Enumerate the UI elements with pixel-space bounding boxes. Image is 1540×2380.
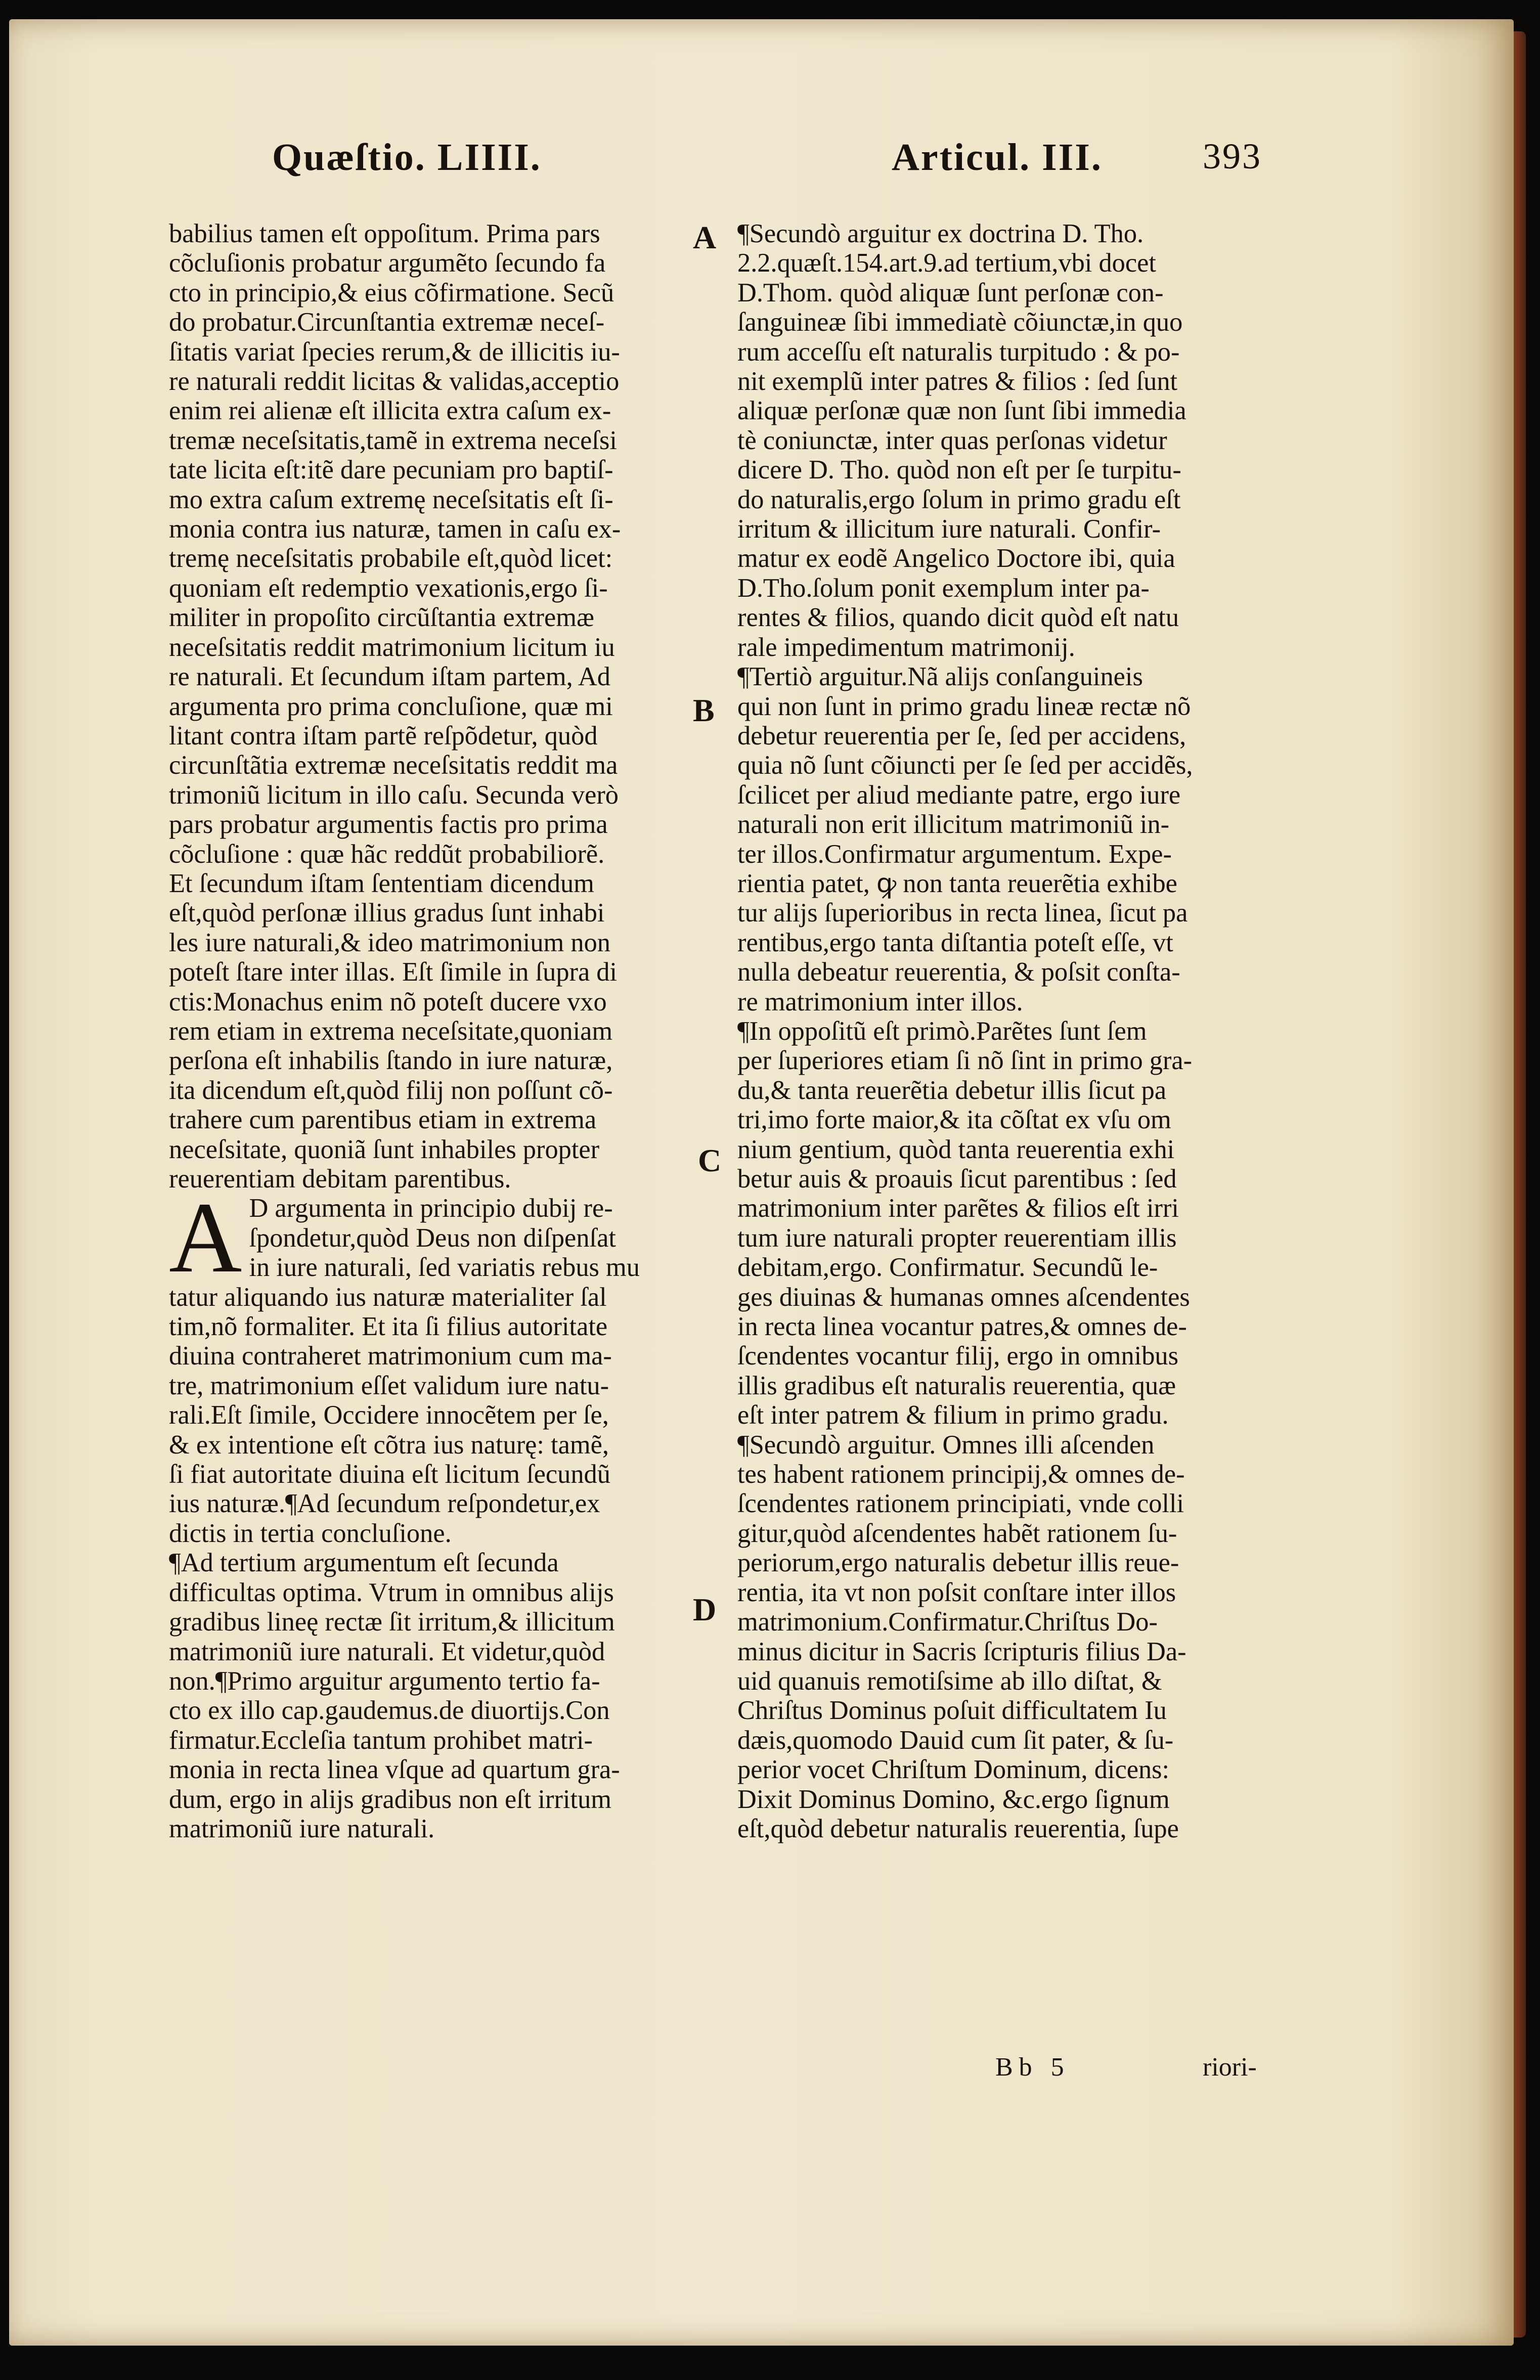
signature-mark: Bb 5 (995, 2053, 1070, 2082)
text-line: du,& tanta reuerẽtia debetur illis ſicut pa (737, 1075, 1167, 1105)
text-line: dæis,quomodo Dauid cum ſit pater, & ſu- (737, 1725, 1174, 1755)
text-line: tre, matrimonium eſſet validum iure natu- (169, 1371, 609, 1400)
running-head-right: Articul. III. (892, 136, 1103, 179)
text-line: difficultas optima. Vtrum in omnibus alijs (169, 1577, 614, 1607)
text-line: enim rei alienæ eſt illicita extra caſum ex- (169, 396, 611, 426)
text-line: reuerentiam debitam parentibus. (169, 1164, 511, 1194)
text-line: rentia, ita vt non poſsit conſtare inter illos (737, 1577, 1176, 1607)
text-line: re naturali. Et ſecundum iſtam partem, Ad (169, 662, 610, 692)
text-line: trimoniũ licitum in illo caſu. Secunda verò (169, 780, 619, 810)
text-line: trahere cum parentibus etiam in extrema (169, 1105, 597, 1135)
text-line: circunſtãtia extremæ neceſsitatis reddit ma (169, 751, 618, 780)
book-page (9, 19, 1514, 2346)
dropcap-paragraph (169, 1194, 695, 1282)
margin-letter-c: C (698, 1142, 722, 1178)
text-line: ges diuinas & humanas omnes aſcendentes (737, 1282, 1190, 1312)
text-line: ſi fiat autoritate diuina eſt licitum ſecundũ (169, 1460, 610, 1489)
text-line: tremæ neceſsitatis,tamẽ in extrema neceſsi (169, 425, 617, 455)
text-line: eſt inter patrem & filium in primo gradu. (737, 1400, 1169, 1430)
text-line: firmatur.Eccleſia tantum prohibet matri- (169, 1725, 593, 1755)
text-line: betur auis & proauis ſicut parentibus : ſed (737, 1164, 1177, 1194)
text-line: rentibus,ergo tanta diſtantia poteſt eſſe, vt (737, 928, 1173, 957)
text-line: monia in recta linea vſque ad quartum gra- (169, 1755, 620, 1785)
text-line: ſpondetur,quòd Deus non diſpenſat (249, 1223, 616, 1253)
text-line: ita dicendum eſt,quòd filij non poſſunt cõ- (169, 1075, 613, 1105)
text-line: rum acceſſu eſt naturalis turpitudo : & po- (737, 337, 1180, 367)
text-line: ¶Tertiò arguitur.Nã alijs conſanguineis (737, 662, 1143, 692)
text-line: debetur reuerentia per ſe, ſed per accidens, (737, 721, 1186, 751)
text-line: ſcilicet per aliud mediante patre, ergo iure (737, 780, 1181, 810)
text-line: illis gradibus eſt naturalis reuerentia, quæ (737, 1371, 1176, 1400)
text-line: D argumenta in principio dubij re- (249, 1194, 613, 1223)
text-line: rale impedimentum matrimonij. (737, 632, 1075, 662)
text-line: tatur aliquando ius naturæ materialiter ſal (169, 1282, 607, 1312)
text-line: ſanguineæ ſibi immediatè cõiunctæ,in quo (737, 307, 1183, 337)
text-line: neceſsitatis reddit matrimonium licitum iu (169, 632, 615, 662)
left-column-bottom-text (169, 1283, 695, 1844)
text-line: in iure naturali, ſed variatis rebus mu (249, 1253, 640, 1283)
text-line: rem etiam in extrema neceſsitate,quoniam (169, 1016, 613, 1046)
margin-letter-b: B (693, 692, 715, 728)
text-line: cõcluſione : quæ hãc reddũt probabiliorẽ. (169, 839, 605, 869)
text-line: re naturali reddit licitas & validas,acceptio (169, 367, 620, 396)
text-line: quia nõ ſunt cõiuncti per ſe ſed per accidẽs, (737, 751, 1193, 780)
margin-letter-d: D (693, 1592, 717, 1627)
text-line: non.¶Primo arguitur argumento tertio fa- (169, 1666, 600, 1696)
text-line: mo extra caſum extremę neceſsitatis eſt ſi- (169, 484, 613, 514)
text-line: D.Tho.ſolum ponit exemplum inter pa- (737, 573, 1150, 603)
text-line: matrimonium.Confirmatur.Chriſtus Do- (737, 1607, 1158, 1637)
text-line: cto ex illo cap.gaudemus.de diuortijs.Con (169, 1696, 610, 1726)
text-line: matur ex eodẽ Angelico Doctore ibi, quia (737, 544, 1175, 574)
text-line: ſcendentes rationem principiati, vnde colli (737, 1489, 1184, 1519)
text-line: nium gentium, quòd tanta reuerentia exhi (737, 1134, 1175, 1164)
text-line: ſitatis variat ſpecies rerum,& de illicitis iu- (169, 337, 620, 367)
text-line: rali.Eſt ſimile, Occidere innocẽtem per ſe, (169, 1400, 609, 1430)
text-line: perior vocet Chriſtum Dominum, dicens: (737, 1755, 1170, 1785)
text-line: debitam,ergo. Confirmatur. Secundũ le- (737, 1253, 1158, 1283)
text-line: cto in principio,& eius cõfirmatione. Secũ (169, 278, 614, 307)
text-line: Et ſecundum iſtam ſententiam dicendum (169, 868, 594, 898)
page-number: 393 (1203, 136, 1262, 177)
text-line: les iure naturali,& ideo matrimonium non (169, 928, 610, 957)
text-line: do naturalis,ergo ſolum in primo gradu eſt (737, 484, 1181, 514)
text-line: ¶Ad tertium argumentum eſt ſecunda (169, 1548, 559, 1578)
text-line: D.Thom. quòd aliquæ ſunt perſonæ con- (737, 278, 1164, 307)
text-line: per ſuperiores etiam ſi nõ ſint in primo gra- (737, 1046, 1193, 1076)
text-line: ¶Secundò arguitur. Omnes illi aſcenden (737, 1430, 1155, 1460)
text-line: perſona eſt inhabilis ſtando in iure naturæ, (169, 1046, 613, 1076)
text-line: rientia patet, ꝙ non tanta reuerẽtia exhibe (737, 868, 1177, 898)
text-line: dictis in tertia concluſione. (169, 1518, 452, 1548)
text-line: dum, ergo in alijs gradibus non eſt irritum (169, 1784, 612, 1814)
text-line: poteſt ſtare inter illas. Eſt ſimile in ſupra di (169, 957, 618, 987)
text-line: tri,imo forte maior,& ita cõſtat ex vſu om (737, 1105, 1171, 1135)
right-column (737, 219, 1258, 1843)
text-line: tes habent rationem principij,& omnes de- (737, 1460, 1185, 1489)
text-line: & ex intentione eſt cõtra ius naturę: tamẽ, (169, 1430, 609, 1460)
text-line: rentes & filios, quando dicit quòd eſt natu (737, 603, 1179, 633)
text-line: aliquæ perſonæ quæ non ſunt ſibi immedia (737, 396, 1186, 426)
text-line: tim,nõ formaliter. Et ita ſi filius autoritate (169, 1312, 608, 1342)
left-column-top-text (169, 219, 695, 1194)
text-line: qui non ſunt in primo gradu lineæ rectæ nõ (737, 691, 1191, 721)
text-line: irritum & illicitum iure naturali. Confir- (737, 514, 1161, 544)
text-line: ctis:Monachus enim nõ poteſt ducere vxo (169, 987, 607, 1017)
text-line: ¶Secundò arguitur ex doctrina D. Tho. (737, 219, 1144, 248)
text-line: eſt,quòd debetur naturalis reuerentia, ſupe (737, 1814, 1179, 1843)
text-line: in recta linea vocantur patres,& omnes de- (737, 1312, 1187, 1342)
text-line: do probatur.Circunſtantia extremæ neceſ- (169, 307, 605, 337)
text-line: diuina contraheret matrimonium cum ma- (169, 1341, 612, 1371)
text-line: uid quanuis remotiſsime ab illo diſtat, & (737, 1666, 1162, 1696)
text-line: tur alijs ſuperioribus in recta linea, ſicut pa (737, 898, 1188, 928)
text-line: Dixit Dominus Domino, &c.ergo ſignum (737, 1784, 1170, 1814)
text-line: dicere D. Tho. quòd non eſt per ſe turpitu- (737, 455, 1181, 485)
text-line: tum iure naturali propter reuerentiam illis (737, 1223, 1177, 1253)
text-line: tè coniunctæ, inter quas perſonas videtur (737, 425, 1167, 455)
margin-letter-a: A (693, 219, 717, 255)
text-line: tate licita eſt:itẽ dare pecuniam pro baptiſ- (169, 455, 613, 485)
text-line: Chriſtus Dominus poſuit difficultatem Iu (737, 1696, 1167, 1726)
text-line: matrimoniũ iure naturali. (169, 1814, 435, 1843)
left-column (169, 219, 695, 1843)
text-line: argumenta pro prima concluſione, quæ mi (169, 691, 613, 721)
text-line: periorum,ergo naturalis debetur illis reue- (737, 1548, 1179, 1578)
text-line: babilius tamen eſt oppoſitum. Prima pars (169, 219, 600, 248)
text-line: tremę neceſsitatis probabile eſt,quòd licet: (169, 544, 613, 574)
text-line: cõcluſionis probatur argumẽto ſecundo fa (169, 248, 606, 278)
text-line: monia contra ius naturæ, tamen in caſu ex- (169, 514, 621, 544)
text-line: matrimoniũ iure naturali. Et videtur,quòd (169, 1637, 605, 1666)
text-line: militer in propoſito circũſtantia extremæ (169, 603, 594, 633)
dropcap-initial: A (169, 1194, 242, 1283)
text-line: litant contra iſtam partẽ reſpõdetur, quòd (169, 721, 598, 751)
text-line: neceſsitate, quoniã ſunt inhabiles propter (169, 1134, 600, 1164)
catchword: riori- (1203, 2053, 1257, 2082)
text-line: nulla debeatur reuerentia, & poſsit conſta- (737, 957, 1180, 987)
running-head-left: Quæſtio. LIIII. (272, 136, 542, 179)
text-line: ius naturæ.¶Ad ſecundum reſpondetur,ex (169, 1489, 600, 1519)
text-line: matrimonium inter parẽtes & filios eſt irri (737, 1194, 1179, 1223)
text-line: minus dicitur in Sacris ſcripturis filius Da- (737, 1637, 1186, 1666)
text-line: gradibus lineę rectæ ſit irritum,& illicitum (169, 1607, 615, 1637)
text-line: gitur,quòd aſcendentes habẽt rationem ſu- (737, 1518, 1177, 1548)
text-line: re matrimonium inter illos. (737, 987, 1023, 1017)
text-line: pars probatur argumentis factis pro prima (169, 810, 608, 840)
text-line: quoniam eſt redemptio vexationis,ergo ſi- (169, 573, 608, 603)
text-line: naturali non erit illicitum matrimoniũ in- (737, 810, 1170, 840)
text-line: ter illos.Confirmatur argumentum. Expe- (737, 839, 1172, 869)
text-line: eſt,quòd perſonæ illius gradus ſunt inhabi (169, 898, 605, 928)
text-line: ¶In oppoſitũ eſt primò.Parẽtes ſunt ſem (737, 1016, 1147, 1046)
text-line: nit exemplũ inter patres & filios : ſed ſunt (737, 367, 1178, 396)
text-line: 2.2.quæſt.154.art.9.ad tertium,vbi docet (737, 248, 1156, 278)
text-line: ſcendentes vocantur filij, ergo in omnibus (737, 1341, 1179, 1371)
